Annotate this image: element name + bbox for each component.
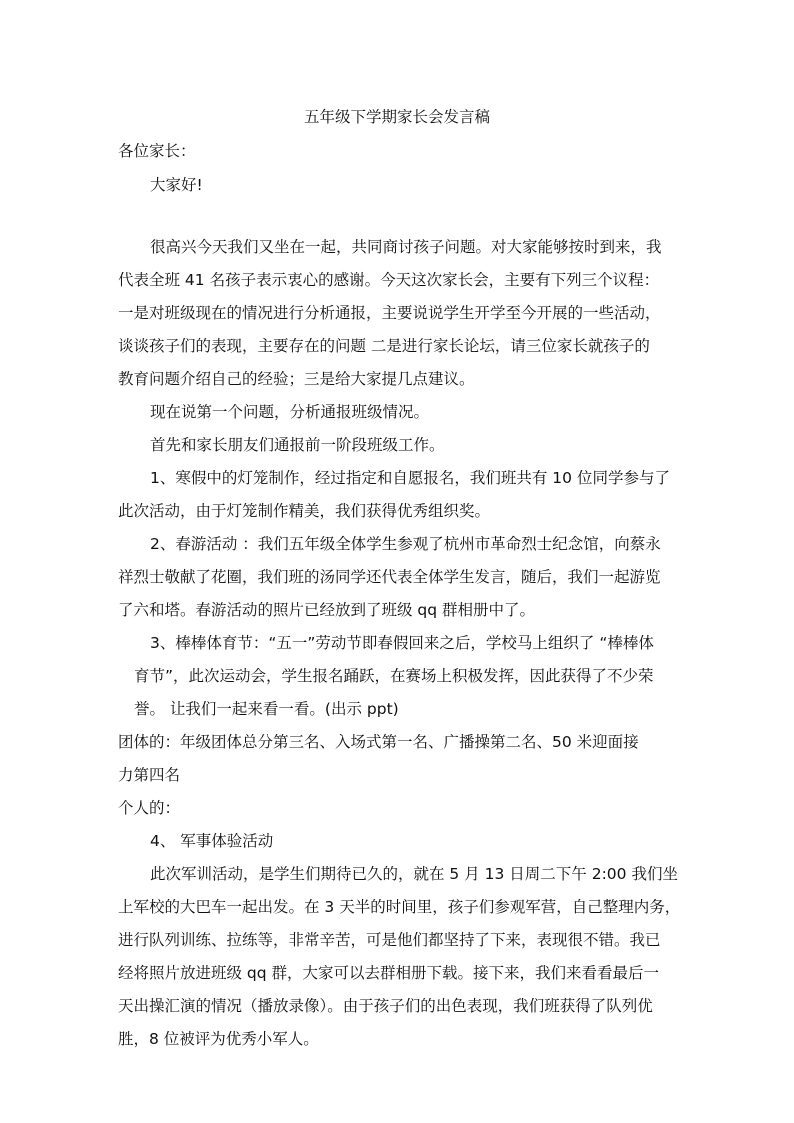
paragraph-line: 谈谈孩子们的表现，主要存在的问题 二是进行家长论坛，请三位家长就孩子的 (118, 337, 650, 355)
paragraph-line: 现在说第一个问题，分析通报班级情况。 (150, 403, 430, 421)
paragraph-line: 4、 军事体验活动 (150, 832, 274, 850)
paragraph-line: 一是对班级现在的情况进行分析通报，主要说说学生开学至今开展的一些活动， (118, 304, 661, 322)
paragraph-line: 此次活动，由于灯笼制作精美，我们获得优秀组织奖。 (118, 502, 491, 520)
document-title: 五年级下学期家长会发言稿 (303, 108, 490, 126)
paragraph-line: 此次军训活动，是学生们期待已久的，就在 5 月 13 日周二下午 2:00 我们坐 (150, 865, 678, 883)
paragraph-line: 1、寒假中的灯笼制作，经过指定和自愿报名，我们班共有 10 位同学参与了 (150, 469, 670, 487)
paragraph-line: 教育问题介绍自己的经验；三是给大家提几点建议。 (118, 370, 475, 388)
paragraph-line: 首先和家长朋友们通报前一阶段班级工作。 (150, 436, 445, 454)
paragraph-line: 经将照片放进班级 qq 群，大家可以去群相册下载。接下来，我们来看看最后一 (118, 964, 660, 982)
paragraph-line: 祥烈士敬献了花圈，我们班的汤同学还代表全体学生发言，随后，我们一起游览 (118, 568, 661, 586)
paragraph-line: 代表全班 41 名孩子表示衷心的感谢。今天这次家长会，主要有下列三个议程： (118, 271, 660, 289)
paragraph-line: 胜，8 位被评为优秀小军人。 (118, 1030, 319, 1048)
paragraph-line: 誉。 让我们一起来看一看。(出示 ppt) (134, 700, 399, 718)
paragraph-line: 进行队列训练、拉练等，非常辛苦，可是他们都坚持了下来，表现很不错。我已 (118, 931, 661, 949)
paragraph-line: 育节”，此次运动会，学生报名踊跃，在赛场上积极发挥，因此获得了不少荣 (134, 667, 654, 685)
paragraph-line: 了六和塔。春游活动的照片已经放到了班级 qq 群相册中了。 (118, 601, 536, 619)
greeting: 各位家长： (118, 142, 196, 160)
paragraph-line: 2、春游活动 ：我们五年级全体学生参观了杭州市革命烈士纪念馆，向蔡永 (150, 535, 661, 553)
paragraph-line: 很高兴今天我们又坐在一起，共同商讨孩子问题。对大家能够按时到来，我 (150, 238, 662, 256)
paragraph-line: 个人的： (118, 799, 181, 817)
paragraph-line: 3、棒棒体育节：“五一”劳动节即春假回来之后，学校马上组织了 “棒棒体 (150, 634, 654, 652)
paragraph-line: 力第四名 (118, 766, 181, 784)
paragraph-line: 上军校的大巴车一起出发。在 3 天半的时间里，孩子们参观军营，自己整理内务， (118, 898, 681, 916)
hello: 大家好! (150, 176, 203, 194)
paragraph-line: 团体的：年级团体总分第三名、入场式第一名、广播操第二名、50 米迎面接 (118, 733, 639, 751)
paragraph-line: 天出操汇演的情况（播放录像）。由于孩子们的出色表现，我们班获得了队列优 (118, 997, 653, 1015)
